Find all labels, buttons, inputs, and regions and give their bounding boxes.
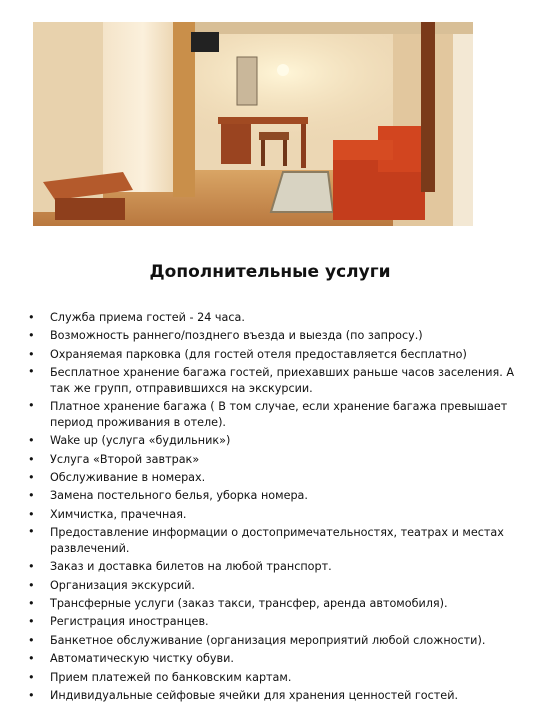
service-text: Wake up (услуга «будильник») <box>50 434 231 448</box>
service-text: Платное хранение багажа ( В том случае, если хранение багажа превышает период проживания в отеле). <box>50 400 508 429</box>
bullet-icon: • <box>28 652 35 666</box>
service-text: Замена постельного белья, уборка номера. <box>50 489 308 503</box>
bullet-icon: • <box>28 329 35 343</box>
bullet-icon: • <box>28 525 35 539</box>
bullet-icon: • <box>28 597 35 611</box>
bullet-icon: • <box>28 365 35 379</box>
bullet-icon: • <box>28 689 35 703</box>
service-text: Обслуживание в номерах. <box>50 471 206 485</box>
service-text: Трансферные услуги (заказ такси, трансфер, аренда автомобиля). <box>50 597 448 611</box>
service-text: Возможность раннего/позднего въезда и выезда (по запросу.) <box>50 329 423 343</box>
bullet-icon: • <box>28 399 35 413</box>
service-text: Химчистка, прачечная. <box>50 507 187 521</box>
list-item <box>28 309 523 327</box>
list-item <box>28 487 523 505</box>
room-photo <box>33 22 473 226</box>
list-item <box>28 577 523 595</box>
list-item <box>28 669 523 687</box>
bullet-icon: • <box>28 471 35 485</box>
bullet-icon: • <box>28 507 35 521</box>
service-text: Предоставление информации о достопримечательностях, театрах и местах развлечений. <box>50 526 504 555</box>
bullet-icon: • <box>28 347 35 361</box>
list-item <box>28 364 523 398</box>
list-item <box>28 613 523 631</box>
service-text: Регистрация иностранцев. <box>50 615 209 629</box>
service-text: Заказ и доставка билетов на любой транспорт. <box>50 560 332 574</box>
list-item <box>28 398 523 432</box>
list-item <box>28 451 523 469</box>
service-text: Прием платежей по банковским картам. <box>50 670 292 684</box>
service-text: Бесплатное хранение багажа гостей, приехавших раньше часов заселения. А так же групп, отправившихся на экскурсии. <box>50 366 515 395</box>
bullet-icon: • <box>28 633 35 647</box>
service-text: Индивидуальные сейфовые ячейки для хранения ценностей гостей. <box>50 689 459 703</box>
bullet-icon: • <box>28 670 35 684</box>
bullet-icon: • <box>28 615 35 629</box>
list-item <box>28 327 523 345</box>
service-text: Автоматическую чистку обуви. <box>50 652 234 666</box>
service-text: Услуга «Второй завтрак» <box>50 452 200 466</box>
page-title: Дополнительные услуги <box>149 262 391 282</box>
bullet-icon: • <box>28 434 35 448</box>
list-item <box>28 687 523 705</box>
list-item <box>28 595 523 613</box>
services-list <box>28 309 523 706</box>
list-item <box>28 632 523 650</box>
service-text: Служба приема гостей - 24 часа. <box>50 311 245 324</box>
list-item <box>28 524 523 558</box>
bullet-icon: • <box>28 311 35 324</box>
service-text: Охраняемая парковка (для гостей отеля предоставляется бесплатно) <box>50 347 467 361</box>
list-item <box>28 650 523 668</box>
list-item <box>28 558 523 576</box>
service-text: Банкетное обслуживание (организация мероприятий любой сложности). <box>50 633 486 647</box>
list-item <box>28 506 523 524</box>
list-item <box>28 346 523 364</box>
bullet-icon: • <box>28 489 35 503</box>
bullet-icon: • <box>28 560 35 574</box>
list-item <box>28 469 523 487</box>
bullet-icon: • <box>28 578 35 592</box>
list-item <box>28 432 523 450</box>
bullet-icon: • <box>28 452 35 466</box>
service-text: Организация экскурсий. <box>50 578 195 592</box>
